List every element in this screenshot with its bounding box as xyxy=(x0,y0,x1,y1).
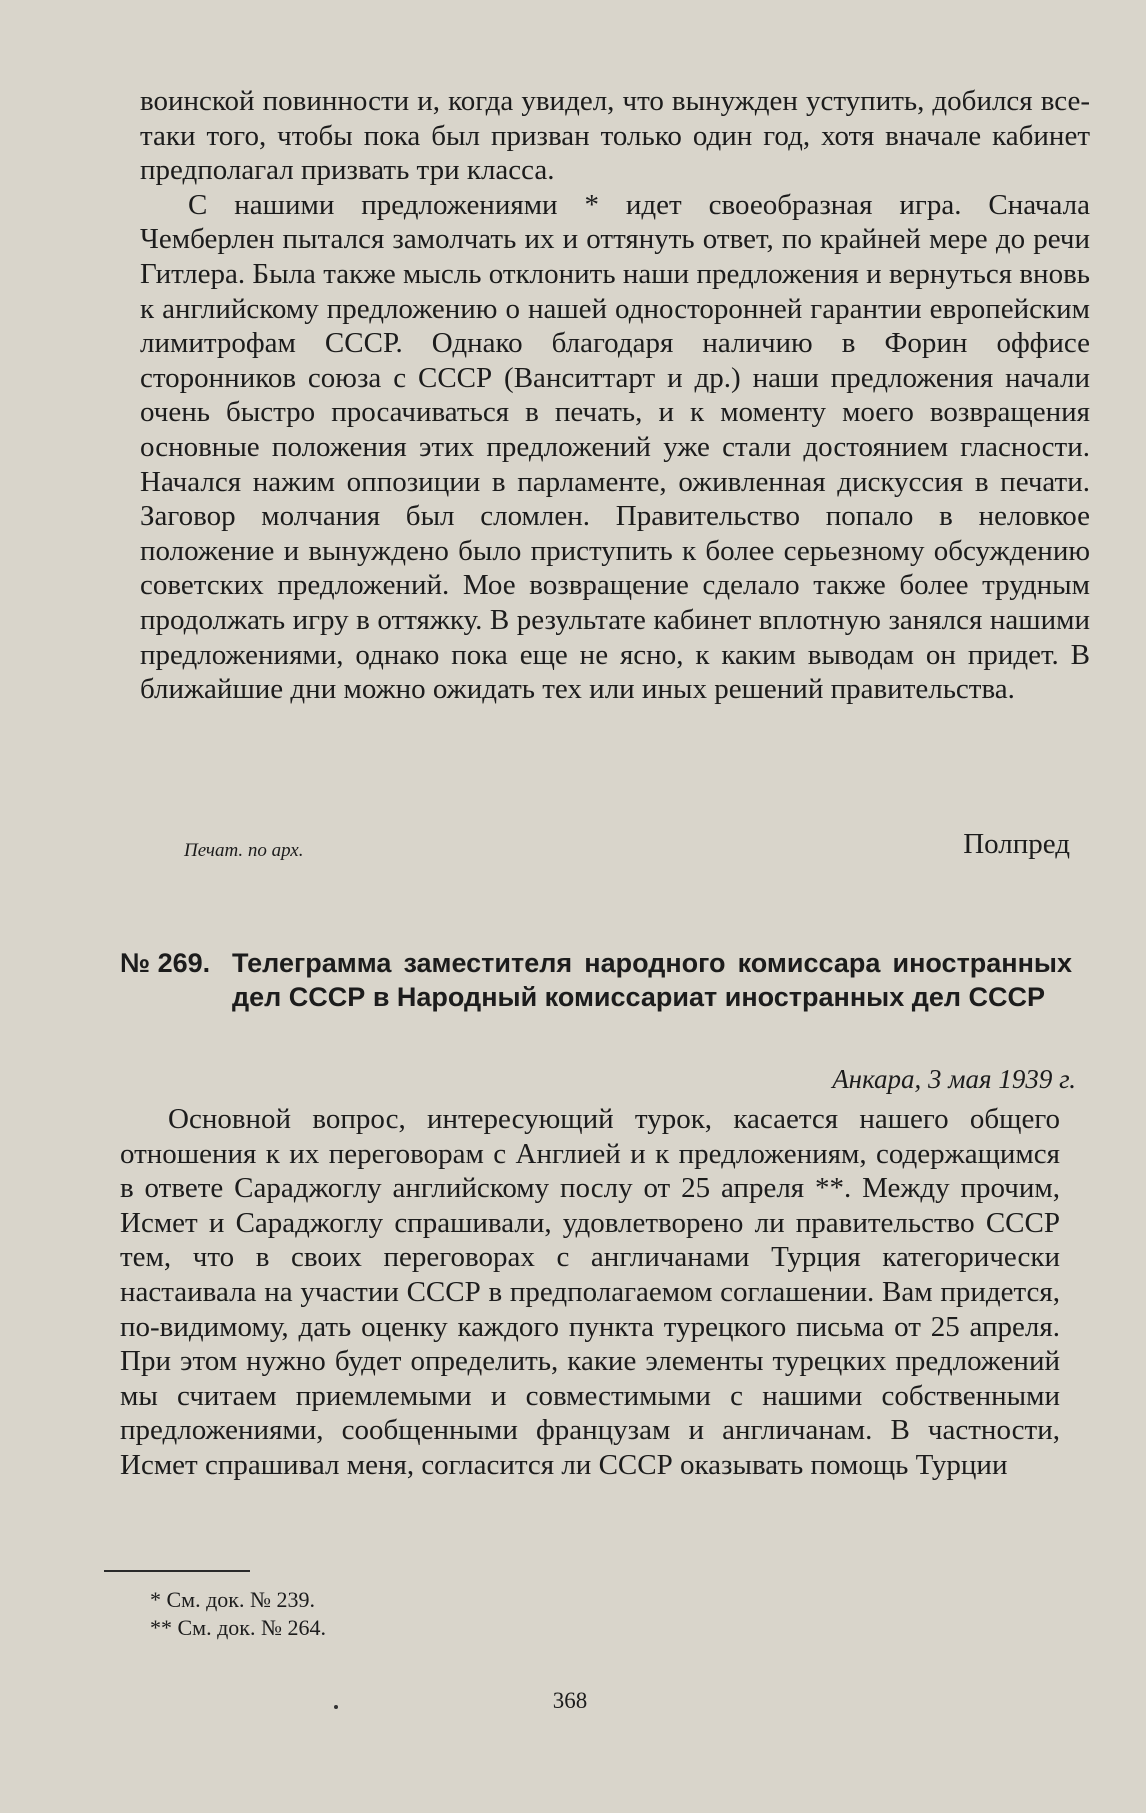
document-number: № 269. xyxy=(120,948,211,978)
paragraph-main-question: Основной вопрос, интересующий турок, касается нашего общего отношения к их переговорам с Англией и к предложениям, содержащимся в ответе Сараджоглу английскому послу от 25 апреля **. Между прочим, Исмет и Сараджоглу спрашивали, удовлетворено ли правительство СССР тем, что в своих переговорах с англичанами Турция категорически настаивала на участии СССР в предполагаемом соглашении. Вам придется, по-видимому, дать оценку каждого пункта турецкого письма от 25 апреля. При этом нужно будет определить, какие элементы турецких предложений мы считаем приемлемыми и совместимыми с нашими собственными предложениями, сообщенными французам и англичанам. В частности, Исмет спрашивал меня, согласится ли СССР оказывать помощь Турции xyxy=(120,1103,1060,1481)
print-speck xyxy=(334,1705,338,1709)
footnote-2: ** См. док. № 264. xyxy=(150,1615,326,1640)
footnotes xyxy=(150,1586,326,1642)
body-text-top xyxy=(140,84,1090,707)
document-heading xyxy=(120,946,1080,1014)
body-text-bottom xyxy=(120,1102,1060,1483)
archive-source-note: Печат. по арх. xyxy=(184,840,304,861)
paragraph-continued: воинской повинности и, когда увидел, что вынужден уступить, добился все-таки того, чтобы пока был призван только один год, хотя вначале кабинет предполагал призвать три класса. xyxy=(140,85,1090,187)
signature-row xyxy=(140,828,1090,868)
paragraph-proposals: С нашими предложениями * идет своеобразная игра. Сначала Чемберлен пытался замолчать их и оттянуть ответ, по крайней мере до речи Гитлера. Была также мысль отклонить наши предложения и вернуться вновь к английскому предложению о нашей односторонней гарантии европейским лимитрофам СССР. Однако благодаря наличию в Форин оффисе сторонников союза с СССР (Ванситтарт и др.) наши предложения начали очень быстро просачиваться в печать, и к моменту моего возвращения основные положения этих предложений уже стали достоянием гласности. Начался нажим оппозиции в парламенте, оживленная дискуссия в печати. Заговор молчания был сломлен. Правительство попало в неловкое положение и вынуждено было приступить к более серьезному обсуждению советских предложений. Мое возвращение сделало также более трудным продолжать игру в оттяжку. В результате кабинет вплотную занялся нашими предложениями, однако пока еще не ясно, к каким выводам он придет. В ближайшие дни можно ожидать тех или иных решений правительства. xyxy=(140,188,1090,706)
document-title: Телеграмма заместителя народного комиссара иностранных дел СССР в Народный комиссариат иностранных дел СССР xyxy=(232,948,1072,1012)
dateline: Анкара, 3 мая 1939 г. xyxy=(832,1064,1076,1094)
footnote-divider xyxy=(104,1570,250,1572)
page-number: 368 xyxy=(552,1688,588,1713)
signer: Полпред xyxy=(963,828,1070,860)
footnote-1: * См. док. № 239. xyxy=(150,1587,315,1612)
